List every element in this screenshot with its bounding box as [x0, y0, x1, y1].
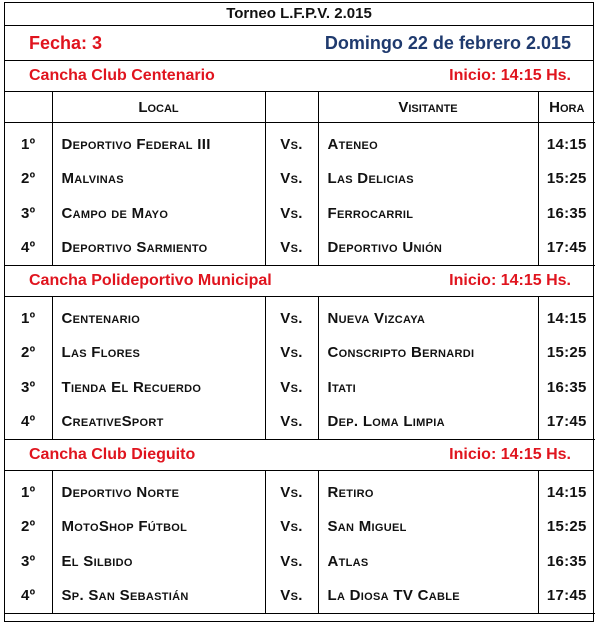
match-time: 17:45	[538, 231, 595, 266]
local-team: Las Flores	[52, 336, 265, 371]
visiting-team: Atlas	[318, 544, 538, 579]
visiting-team: Ferrocarril	[318, 196, 538, 231]
local-team: Sp. San Sebastián	[52, 579, 265, 614]
match-number: 2º	[21, 518, 36, 536]
match-time: 14:15	[538, 123, 595, 162]
match-row	[5, 471, 595, 510]
local-team: Deportivo Norte	[52, 471, 265, 510]
column-header-row	[5, 92, 595, 123]
date-row	[5, 26, 593, 61]
fixture-table	[5, 297, 595, 440]
match-time: 14:15	[538, 297, 595, 336]
match-number: 2º	[21, 170, 36, 188]
vs-label: Vs.	[265, 544, 318, 579]
vs-label: Vs.	[265, 231, 318, 266]
match-time: 17:45	[538, 405, 595, 440]
match-row	[5, 297, 595, 336]
header-num	[5, 92, 52, 123]
header-local: Local	[52, 92, 265, 123]
local-team: Tienda El Recuerdo	[52, 370, 265, 405]
match-number: 3º	[21, 204, 36, 222]
match-date: Domingo 22 de febrero 2.015	[324, 33, 571, 53]
match-row	[5, 336, 595, 371]
visiting-team: Itati	[318, 370, 538, 405]
match-number: 4º	[21, 413, 36, 431]
match-time: 15:25	[538, 510, 595, 545]
venue-header	[5, 61, 593, 92]
local-team: Malvinas	[52, 162, 265, 197]
vs-label: Vs.	[265, 196, 318, 231]
visiting-team: San Miguel	[318, 510, 538, 545]
vs-label: Vs.	[265, 510, 318, 545]
venue-name: Cancha Club Dieguito	[29, 446, 196, 463]
match-time: 16:35	[538, 370, 595, 405]
match-time: 15:25	[538, 162, 595, 197]
match-number: 3º	[21, 552, 36, 570]
match-time: 16:35	[538, 544, 595, 579]
venue-header	[5, 266, 593, 297]
venue-name: Cancha Club Centenario	[29, 67, 215, 84]
venue-start-time: Inicio: 14:15 Hs.	[449, 67, 571, 84]
tournament-title: Torneo L.F.P.V. 2.015	[5, 3, 593, 26]
visiting-team: Conscripto Bernardi	[318, 336, 538, 371]
header-hora: Hora	[538, 92, 595, 123]
match-number: 3º	[21, 378, 36, 396]
match-number: 1º	[21, 135, 36, 153]
match-number: 1º	[21, 309, 36, 327]
venue-header	[5, 440, 593, 471]
match-time: 17:45	[538, 579, 595, 614]
local-team: El Silbido	[52, 544, 265, 579]
local-team: MotoShop Fútbol	[52, 510, 265, 545]
match-row	[5, 370, 595, 405]
match-number: 1º	[21, 483, 36, 501]
match-number: 4º	[21, 239, 36, 257]
venue-start-time: Inicio: 14:15 Hs.	[449, 272, 571, 289]
match-time: 14:15	[538, 471, 595, 510]
visiting-team: La Diosa TV Cable	[318, 579, 538, 614]
visiting-team: Las Delicias	[318, 162, 538, 197]
visiting-team: Deportivo Unión	[318, 231, 538, 266]
match-row	[5, 123, 595, 162]
vs-label: Vs.	[265, 162, 318, 197]
venue-start-time: Inicio: 14:15 Hs.	[449, 446, 571, 463]
venue-name: Cancha Polideportivo Municipal	[29, 272, 272, 289]
visiting-team: Nueva Vizcaya	[318, 297, 538, 336]
vs-label: Vs.	[265, 471, 318, 510]
visiting-team: Dep. Loma Limpia	[318, 405, 538, 440]
vs-label: Vs.	[265, 123, 318, 162]
round-label: Fecha: 3	[29, 33, 103, 53]
vs-label: Vs.	[265, 405, 318, 440]
visiting-team: Retiro	[318, 471, 538, 510]
match-row	[5, 579, 595, 614]
match-row	[5, 510, 595, 545]
local-team: Campo de Mayo	[52, 196, 265, 231]
fixture-sheet	[4, 2, 594, 622]
match-time: 15:25	[538, 336, 595, 371]
match-row	[5, 162, 595, 197]
header-visitante: Visitante	[318, 92, 538, 123]
local-team: Deportivo Federal III	[52, 123, 265, 162]
match-row	[5, 196, 595, 231]
vs-label: Vs.	[265, 579, 318, 614]
local-team: Centenario	[52, 297, 265, 336]
match-row	[5, 544, 595, 579]
match-row	[5, 231, 595, 266]
local-team: CreativeSport	[52, 405, 265, 440]
match-number: 4º	[21, 587, 36, 605]
match-number: 2º	[21, 344, 36, 362]
visiting-team: Ateneo	[318, 123, 538, 162]
local-team: Deportivo Sarmiento	[52, 231, 265, 266]
match-row	[5, 405, 595, 440]
fixture-table	[5, 92, 595, 266]
vs-label: Vs.	[265, 336, 318, 371]
vs-label: Vs.	[265, 370, 318, 405]
match-time: 16:35	[538, 196, 595, 231]
header-vs	[265, 92, 318, 123]
fixture-table	[5, 471, 595, 614]
vs-label: Vs.	[265, 297, 318, 336]
